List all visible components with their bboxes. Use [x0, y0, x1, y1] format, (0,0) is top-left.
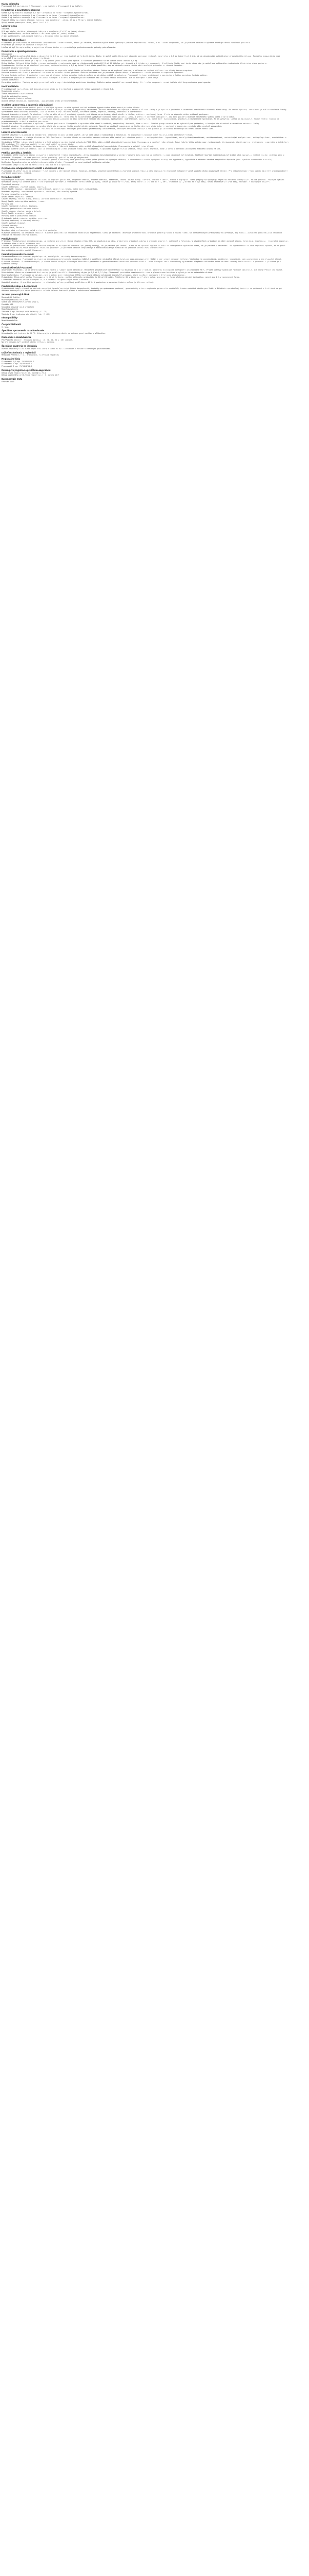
section-paragraph: Osobitné skupiny: U starších pacientov je eliminačný polčas predĺžený približne o 40 %. U pacientov s poruchou funkcie pečene je klírens znížený. — [2, 281, 154, 283]
section-paragraph: Precitlivenosť na liečivo, iné benzodiazepíny alebo na ktorúkoľvek z pomocných látok uvedených v časti 6.1. — [2, 88, 114, 90]
document-section — [2, 39, 290, 48]
section-paragraph: Predklinické údaje získané na základe obvyklých farmakologických štúdií bezpečnosti, toxicity po opakovanom podávaní, genotoxicity a karcinogénneho potenciálu neodhalili žiadne osobitné riziko pre ľudí. V štúdiách reprodukčnej toxicity na potkanoch a králikoch sa pri dávkach toxických pre matku pozorovala znížená telesná hmotnosť plodov a oneskorená osifikácia. — [2, 287, 284, 292]
section-heading: Kvalitatívne a kvantitatívne zloženie — [2, 9, 40, 12]
section-paragraph: Každá 0,5 mg tableta obsahuje 0,5 mg fluzepamilu vo forme fluzepamil-hydrochloridu. — [2, 11, 89, 14]
section-heading: Terapeutické indikácie — [2, 38, 26, 41]
section-paragraph: Hlásenie podozrení na nežiaduce reakcie: Hlásenie podozrení na nežiaduce reakcie po registrácii lieku je dôležité. Umožňuje priebežné monitorovanie pomeru prínosu a rizika lieku. Od zdravotníckych pracovníkov sa vyžaduje, aby hlásili akékoľvek podozrenia na nežiaduce reakcie na národné centrum hlásení. — [2, 231, 284, 236]
section-paragraph: Distribúcia: Väzba na plazmatické bielkoviny je približne 85 %. Distribučný objem je 0,9 až 1,2 l/kg. Fluzepamil prechádza hematoencefalickou a placentárnou bariérou a vylučuje sa do materského mlieka. — [2, 272, 213, 274]
section-heading: Dátum prvej registrácie/predĺženia registrácie — [2, 368, 51, 371]
section-paragraph: Poruchy gastrointestinálneho traktu — [2, 207, 39, 210]
section-paragraph: 0,5 mg: biela, okrúhla, bikonvexná tableta s označením „F 0,5“ na jednej strane. — [2, 30, 86, 32]
section-paragraph: Psychické poruchy — [2, 183, 20, 186]
section-paragraph: Povidón K30 — [2, 303, 13, 306]
section-paragraph: Každá 2 mg tableta obsahuje 2 mg fluzepamilu vo forme fluzepamil-hydrochloridu. — [2, 16, 85, 19]
section-paragraph: Dávkovanie — [2, 53, 12, 55]
section-paragraph: Časté: únava, asténia. — [2, 227, 25, 229]
section-paragraph: Veľmi časté: ospalosť, sedácia. — [2, 195, 35, 198]
section-paragraph: Ťažká porucha funkcie pečene. — [2, 97, 32, 100]
section-paragraph: Sodná soľ karboxymetylškrobu (typ A) — [2, 301, 40, 303]
section-paragraph: Menej časté: nepokoj, agitovanosť, podráždenosť, agresivita, bludy, nočné mory, halucinácie. — [2, 188, 98, 191]
section-paragraph: 3 roky. — [2, 326, 9, 328]
section-paragraph: Mikrokryštalická celulóza — [2, 298, 28, 301]
section-paragraph: Psychiatrické a paradoxné reakcie: Pri používaní benzodiazepínov sa môžu vyskytnúť reakcie ako nepokoj, agitovanosť, podráždenosť, agresivita, nočné mory, halucinácie, psychózy a neprimerané správanie. Ak sa vyskytnú, liečba sa má ukončiť. Výskyt týchto reakcií je pravdepodobnejší u detí a starších pacientov. — [2, 118, 280, 123]
section-paragraph: Akútna otrava alkoholom, hypnotikami, analgetikami alebo psychofarmakami. — [2, 100, 79, 103]
section-heading: Fertilita, gravidita a laktácia — [2, 151, 31, 154]
section-paragraph: Magnéziumstearát — [2, 308, 19, 311]
section-paragraph: Poruchy oka — [2, 202, 13, 205]
section-paragraph: Laktóza: Tento liek obsahuje laktózu. Pacienti so zriedkavými dedičnými problémami galaktózovej intolerancie, celkovým deficitom laktázy alebo glukózo-galaktózovou malabsorpciou nesmú užívať tento liek. — [2, 127, 214, 130]
section-paragraph: Február 2023 — [2, 380, 14, 383]
section-paragraph: Mechanizmus účinku: Fluzepamil sa viaže na benzodiazepínové miesto receptora GABA-A a zosilňuje inhibičný účinok kyseliny gama-aminomaslovej (GABA) v centrálnej nervovej sústave. Výsledkom je anxiolytický, sedatívny, hypnotický, antikonvulzívny a myorelaxačný účinok. — [2, 258, 283, 261]
section-paragraph: Fluzepamil 0,5 mg tablety / Fluzepamil 1 mg tablety / Fluzepamil 2 mg tablety — [2, 5, 83, 8]
section-paragraph: Eliminácia: Eliminačný polčas fluzepamilu je 10 až 14 hodín, polčas aktívneho metabolitu je 18 až 24 hodín. Približne 80 % dávky sa vylučuje močom, prevažne vo forme glukuronidových konjugátov, menej ako 1 % v nezmenenej forme. — [2, 276, 241, 279]
section-paragraph: Časté: zmätenosť, znížené libido, depresia. — [2, 185, 47, 188]
section-paragraph: Fluzepamil 1 mg: 70/0413/14-S — [2, 363, 32, 365]
document-section — [2, 316, 290, 321]
section-paragraph: Dátum posledného predĺženia registrácie: 3. apríla 2019 — [2, 374, 60, 377]
section-paragraph: Nespavosť: Odporúčaná dávka je 1 mg až 2 mg podaná jednorazovo pred spaním. U starších pacientov sa má liečba začať dávkou 0,5 mg. — [2, 59, 139, 62]
section-paragraph: Amnézia: Benzodiazepíny môžu vyvolať anterográdnu amnéziu. Tento stav sa najčastejšie vyskytuje niekoľko hodín po užití lieku, a preto je potrebné zabezpečiť, aby mali pacienti možnosť nerušeného spánku počas 7 až 8 hodín. — [2, 115, 235, 118]
section-paragraph: Gravidita: Veľké množstvo údajov získaných z kohortových štúdií nepreukázalo, že by expozícia benzodiazepínom v prvom trimestri bola spojená so zvýšeným rizikom závažných malformácií. Niektoré skoršie epidemiologické štúdie však naznačili zvýšené riziko rázštepu pery a podnebia. Fluzepamil sa nemá používať počas gravidity, pokiaľ to nie je nevyhnutné. — [2, 154, 286, 159]
section-heading: Držiteľ rozhodnutia o registrácii — [2, 351, 36, 354]
section-paragraph: Dojčenie: Benzodiazepíny sa vylučujú do materského mlieka. Fluzepamil sa nemá podávať dojčiacim matkám. — [2, 161, 110, 163]
document-section — [2, 151, 290, 166]
section-heading: Zoznam pomocných látok — [2, 293, 29, 296]
section-paragraph: Monohydrát laktózy — [2, 296, 21, 298]
section-paragraph: Syndróm spánkového apnoe. — [2, 95, 28, 97]
section-heading: Farmakodynamické vlastnosti — [2, 252, 34, 256]
document-section — [2, 336, 290, 344]
section-paragraph: Závislosť: Používanie benzodiazepínov môže viesť k rozvoju fyzickej a psychickej závislosti. Riziko závislosti sa zvyšuje s dávkou a dĺžkou liečby a je vyššie u pacientov s anamnézou zneužívania alkoholu alebo drog. Po vzniku fyzickej závislosti je náhle ukončenie liečby sprevádzané abstinenčnými príznakmi, ako sú bolesti hlavy, bolesti svalov, extrémna úzkosť, napätie, nepokoj, zmätenosť a podráždenosť. — [2, 109, 288, 113]
document-section — [2, 85, 290, 102]
document-section — [2, 293, 290, 315]
document-section — [2, 25, 290, 37]
section-heading: Registračné čísla — [2, 358, 21, 360]
section-paragraph: Dátum prvej registrácie: 12. novembra 2014 — [2, 371, 46, 374]
section-paragraph: Príznaky: Predávkovanie benzodiazepínmi sa zvyčajne prejavuje rôznym stupňom útlmu CNS, od ospalosti po kómu. V miernych prípadoch zahŕňajú príznaky ospalosť, zmätenosť a letargiu. V závažnejších prípadoch sa môže objaviť ataxia, hypotónia, hypotenzia, respiračná depresia, zriedkavo kóma a veľmi zriedkavo smrť. — [2, 240, 290, 245]
section-paragraph: Časté: rozmazané videnie, diplopia. — [2, 205, 39, 208]
section-paragraph: Medivita Pharma s.r.o., Bratislava, Slovenská republika — [2, 354, 60, 357]
section-heading: Farmakokinetické vlastnosti — [2, 266, 32, 269]
section-paragraph: Fluzepamil je indikovaný na krátkodobú symptomatickú liečbu úzkosti, ktorá je závažná, invalidizujúca alebo vystavuje jedinca neprimeranej záťaži, a na liečbu nespavosti, ak je porucha závažná a výrazne zhoršuje dennú funkčnosť pacienta. — [2, 41, 251, 44]
document-section — [2, 167, 290, 174]
section-paragraph: Porucha funkcie pečene: U pacientov s miernou až stredne ťažkou poruchou funkcie pečene sa má dávka znížiť na polovicu. Fluzepamil je kontraindikovaný u pacientov s ťažkou poruchou funkcie pečene. — [2, 74, 208, 77]
section-heading: Nežiaduce účinky — [2, 175, 21, 178]
document-section — [2, 238, 290, 251]
section-heading: Dátum revízie textu — [2, 378, 23, 381]
document-section — [2, 378, 290, 383]
section-heading: Inkompatibility — [2, 316, 18, 319]
section-paragraph: Poruchy kostrovej a svalovej sústavy — [2, 219, 40, 222]
section-paragraph: Kombinácia s látkami s tlmivým účinkom na CNS: Zosilnenie tlmivého účinku na centrálnu nervovú sústavu môže nastať pri súbežnom použití s antipsychotikami, hypnotikami, anxiolytikami/sedatívami, antidepresívami, narkotickými analgetikami, antiepileptikami, anestetikami a sedatívnymi antihistaminikami. — [2, 136, 288, 141]
section-paragraph: PVC/PVDC/Al blister. Veľkosti balenia: 10, 20, 30, 50 a 100 tabliet. — [2, 338, 73, 341]
section-heading: Špeciálne upozornenia na uchovávanie — [2, 329, 44, 332]
section-paragraph: Neaplikovateľné. — [2, 319, 19, 322]
section-paragraph: Klinická účinnosť: V randomizovaných, placebom kontrolovaných klinických štúdiách u pacientov s generalizovanou úzkostnou poruchou viedla liečba fluzepamilom k štatisticky významnému zlepšeniu celkového skóre na Hamiltonovej škále úzkosti v porovnaní s placebom po 4 týždňoch liečby. — [2, 260, 283, 265]
section-heading: Osobitné upozornenia a opatrenia pri používaní — [2, 103, 53, 106]
section-heading: Názov prípravku — [2, 2, 20, 5]
section-paragraph: Tableta 1 mg: červený oxid železitý (E 172) — [2, 311, 47, 313]
document-section — [2, 253, 290, 265]
section-paragraph: Celkové poruchy — [2, 224, 18, 227]
section-paragraph: Liečba: Po predávkovaní perorálnymi benzodiazepínmi sa má vyvolať vracanie (do jednej hodiny), ak je pacient pri vedomí, alebo sa má vykonať výplach žalúdka so zabezpečením dýchacích ciest, ak je pacient v bezvedomí. Ak vyprázdnenie žalúdka neprináša výhodu, má sa podať aktívne uhlie na zníženie absorpcie. Osobitnú pozornosť je potrebné venovať respiračným a kardiovaskulárnym funkciám na jednotke intenzívnej starostlivosti. — [2, 245, 287, 249]
section-paragraph: Rebound insomnia a úzkosť: Po ukončení liečby sa môže objaviť prechodný syndróm, pri ktorom sa príznaky, ktoré viedli k liečbe, vrátia v zosilnenej forme. Preto sa odporúča dávku znižovať postupne. — [2, 113, 209, 116]
section-paragraph: Induktory CYP3A4: Rifampicín, karbamazepín, fenytoín a ľubovník bodkovaný môžu znížiť plazmatické koncentrácie fluzepamilu a oslabiť jeho účinok. — [2, 145, 154, 148]
section-paragraph: Pediatrická populácia: Bezpečnosť a účinnosť fluzepamilu u detí a dospievajúcich mladších ako 18 rokov neboli stanovené. Nie sú dostupné žiadne údaje. — [2, 76, 160, 79]
section-paragraph: Fertilita: Údaje o vplyve na fertilitu u ľudí nie sú k dispozícii. — [2, 163, 71, 166]
section-paragraph: Fluzepamil 0,5 mg: 70/0412/14-S — [2, 360, 35, 363]
section-paragraph: Osobitné skupiny: Benzodiazepíny sa neodporúčajú ako primárna liečba psychotických ochorení. Nemajú sa používať samostatne na liečbu depresie alebo úzkosti spojenej s depresiou, pretože môžu vyvolať samovraždu. — [2, 125, 222, 127]
section-paragraph: Tableta. — [2, 28, 10, 30]
section-paragraph: Úzkosť: Zvyčajná počiatočná dávka u dospelých je 0,5 mg až 1 mg dvakrát až trikrát denne. Dávku je možné podľa klinickej odpovede postupne zvyšovať, spravidla o 0,5 mg každé 3 až 4 dni, až do dosiahnutia optimálneho terapeutického účinku. Maximálna denná dávka nemá prekročiť 6 mg rozdelených do viacerých dávok. — [2, 55, 282, 60]
section-paragraph: Úplný zoznam pomocných látok, pozri časť 6.1. — [2, 21, 49, 24]
section-paragraph: Na trh nemusia byť uvedené všetky veľkosti balenia. — [2, 341, 56, 344]
document-section — [2, 50, 290, 84]
section-paragraph: Ťažká respiračná insuficiencia. — [2, 93, 35, 95]
document-section — [2, 358, 290, 367]
section-paragraph: Fluzepamil 2 mg: 70/0414/14-S — [2, 365, 32, 368]
document-section — [2, 329, 290, 334]
section-paragraph: Súbežné užívanie s alkoholom sa neodporúča. Sedatívny účinok sa môže zvýšiť, ak sa liek užíva v kombinácii s alkoholom, čo ovplyvňuje schopnosť viesť vozidlá alebo obsluhovať stroje. — [2, 134, 193, 137]
document-section — [2, 345, 290, 350]
section-heading: Lieková forma — [2, 25, 17, 28]
section-paragraph: Uchovávajte pri teplote do 25 °C. Uchovávajte v pôvodnom obale na ochranu pred svetlom a vlhkosťou. — [2, 332, 106, 335]
section-heading: Predklinické údaje o bezpečnosti — [2, 284, 38, 287]
section-heading: Čas použiteľnosti — [2, 323, 21, 326]
section-paragraph: Tolerancia: Po opakovanom použití počas niekoľkých týždňov sa môže vyvinúť určité zníženie hypnotického alebo anxiolytického účinku. — [2, 106, 141, 109]
document-section — [2, 285, 290, 292]
section-paragraph: Vysadzovanie: Liečba sa má ukončovať postupne, znižovaním dávky o 0,5 mg každé 3 dni alebo pomalšie, aby sa minimalizovalo riziko abstinenčných príznakov a rebound fenoménu. — [2, 64, 184, 67]
section-paragraph: 2 mg: svetlomodrá, podlhovastá tableta s deliacou ryhou na oboch stranách. — [2, 35, 80, 38]
section-paragraph: Osobitné skupiny pacientov — [2, 67, 29, 70]
section-paragraph: Poruchy nervového systému — [2, 193, 28, 195]
section-paragraph: Časté: nauzea, zápcha, sucho v ústach. — [2, 210, 42, 212]
section-heading: Druh obalu a obsah balenia — [2, 335, 31, 338]
section-heading: Liekové a iné interakcie — [2, 131, 27, 134]
section-paragraph: Ako antidotum sa môže použiť flumazenil. — [2, 249, 44, 251]
section-paragraph: Perorálne použitie. Tablety sa majú prehltnúť celé a zapiť dostatočným množstvom tekutiny. Tabletu možno rozdeliť na rovnaké dávky. Pri liečbe nespavosti sa má tableta užiť bezprostredne pred spaním. — [2, 81, 211, 84]
section-paragraph: Časté: svalová slabosť. — [2, 222, 26, 225]
document-section — [2, 104, 290, 130]
section-paragraph: Absorpcia: Fluzepamil sa po perorálnom podaní rýchlo a takmer úplne absorbuje. Maximálne plazmatické koncentrácie sa dosahujú za 1 až 2 hodiny. Absolútna biologická dostupnosť je približne 90 %. Príjem potravy spomaľuje rýchlosť absorpcie, ale neovplyvňuje jej rozsah. — [2, 269, 284, 272]
section-paragraph: Ak sa z vážnych zdravotných dôvodov fluzepamil podáva v neskorej fáze gravidity alebo počas pôrodu vo vysokých dávkach, u novorodenca sa môžu vyskytnúť účinky ako hypotermia, hypotónia a stredne závažná respiračná depresia (tzv. syndróm ochabnutého dieťaťa). — [2, 159, 273, 161]
section-paragraph: Fluzepamil má veľký vplyv na schopnosť viesť vozidlá a obsluhovať stroje. Sedácia, amnézia, znížená koncentrácia a zhoršená svalová funkcia môžu nepriaznivo ovplyvniť schopnosť viesť vozidlá alebo obsluhovať stroje. Pri nedostatočnom trvaní spánku môže byť pravdepodobnosť zhoršenej pozornosti zvýšená. — [2, 170, 289, 175]
section-paragraph: Neznáme: pády a zlomeniny, najmä u starších pacientov. — [2, 229, 59, 232]
section-paragraph: Najčastejšie hlásenými nežiaducimi účinkami sú ospalosť počas dňa, otupenosť emócií, znížená bdelosť, zmätenosť, únava, bolesť hlavy, závraty, svalová slabosť, ataxia a diplopia. Tieto prejavy sa vyskytujú najmä na začiatku liečby a pri ďalšom podávaní zvyčajne vymiznú. — [2, 178, 286, 181]
document-section — [2, 323, 290, 328]
section-paragraph: Prípravok je určený na použitie u dospelých. — [2, 44, 48, 46]
section-paragraph: Myasthenia gravis. — [2, 90, 21, 93]
section-paragraph: Porucha funkcie obličiek: U pacientov s miernou až stredne ťažkou poruchou funkcie obličiek nie je potrebná úprava dávky. U pacientov s ťažkou poruchou sa odporúča opatrnosť. — [2, 72, 185, 74]
section-paragraph: Inhibítory CYP3A4: Látky, ktoré inhibujú určité pečeňové enzýmy (najmä cytochróm P450 3A4), môžu zvýšiť plazmatické koncentrácie fluzepamilu a zosilniť jeho účinok. Medzi takéto látky patria napr. ketokonazol, itrakonazol, klaritromycín, erytromycín, cimetidín a inhibítory HIV proteázy. Pri súbežnom použití je potrebné zvážiť zníženie dávky. — [2, 141, 290, 145]
document-section — [2, 351, 290, 357]
section-paragraph: Zriedkavé: kožné reakcie, vyrážka, pruritus. — [2, 217, 48, 219]
section-heading: Dávkovanie a spôsob podávania — [2, 49, 37, 53]
section-paragraph: Koloidný bezvodý oxid kremičitý — [2, 306, 35, 308]
section-paragraph: Spôsob podávania — [2, 79, 19, 81]
section-paragraph: Biotransformácia: Fluzepamil sa metabolizuje v pečeni prostredníctvom CYP3A4 na hlavný aktívny metabolit desmetylfluzepamil, ktorý sa ďalej konjuguje s kyselinou glukurónovou. — [2, 274, 186, 276]
document-section — [2, 131, 290, 150]
section-paragraph: Neznáme: psychózy, neprimerané správanie, závislosť, abstinenčný syndróm. — [2, 191, 79, 193]
section-heading: Ovplyvnenie schopnosti viesť vozidlá a obsluhovať stroje — [2, 167, 64, 170]
section-paragraph: Poruchy kože a podkožného tkaniva — [2, 215, 37, 217]
section-paragraph: Pomocné látky so známym účinkom: laktóza (ako monohydrát) 48 mg, 47 mg a 95 mg v jednej tablete. — [2, 19, 102, 21]
document-section — [2, 176, 290, 236]
section-paragraph: Riziko pri súbežnom používaní s opioidmi: Súbežné používanie fluzepamilu a opioidov môže viesť k sedácii, respiračnej depresii, kóme a smrti. Súbežné predpisovanie sa má vyhradiť pre pacientov, u ktorých nie sú možné alternatívne možnosti liečby. — [2, 123, 261, 125]
document-section — [2, 9, 290, 24]
document-section — [2, 369, 290, 377]
section-paragraph: Farmakoterapeutická skupina: psycholeptiká, anxiolytiká, deriváty benzodiazepínu. — [2, 256, 87, 258]
document-body — [2, 1, 290, 383]
section-paragraph: Opioidy: Súbežné použitie sedatív, ako sú benzodiazepíny alebo príbuzné lieky ako fluzepamil, s opioidmi zvyšuje riziko sedácie, respiračnej depresie, kómy a smrti v dôsledku aditívneho tlmivého účinku na CNS. — [2, 148, 221, 150]
document-section — [2, 3, 290, 8]
section-paragraph: Časté: závraty, bolesť hlavy, ataxia, porucha koordinácie, dysartria. — [2, 198, 74, 200]
section-paragraph: Menej časté: anterográdna amnézia, tremor. — [2, 200, 46, 202]
section-paragraph: Tableta 2 mg: indigokarmín hlinitý lak (E 132) — [2, 313, 50, 315]
section-paragraph: Starší pacienti: U starších a oslabených pacientov sa odporúča začať liečbu polovičnou dávkou. Dávka sa má zvyšovať opatrne, s ohľadom na zvýšenú citlivosť na účinky benzodiazepínov. — [2, 69, 193, 72]
section-heading: Špeciálne opatrenia na likvidáciu — [2, 345, 38, 348]
section-heading: Predávkovanie — [2, 237, 18, 240]
section-paragraph: Menej časté: vracanie, hnačka. — [2, 212, 33, 215]
section-paragraph: 1 mg: svetloružová, okrúhla tableta s deliacou ryhou na jednej strane. — [2, 32, 75, 35]
section-paragraph: Dĺžka liečby: Celková dĺžka liečby vrátane postupného vysadzovania nemá vo všeobecnosti prekročiť 8 až 12 týždňov pri úzkosti a 4 týždne pri nespavosti. Predĺženie liečby nad tento rámec nie je možné bez opätovného zhodnotenia klinického stavu pacienta. — [2, 62, 268, 64]
section-paragraph: Nežiaduce účinky sú uvedené podľa tried orgánových systémov a frekvencie: veľmi časté (≥ 1/10), časté (≥ 1/100 až < 1/10), menej časté (≥ 1/1 000 až < 1/100), zriedkavé (≥ 1/10 000 až < 1/1 000), veľmi zriedkavé (< 1/10 000), neznáme (z dostupných údajov). — [2, 181, 271, 183]
section-paragraph: Všetok nepoužitý liek alebo odpad vzniknutý z lieku sa má zlikvidovať v súlade s národnými požiadavkami. — [2, 347, 111, 350]
section-heading: Kontraindikácie — [2, 84, 19, 88]
section-paragraph: Každá 1 mg tableta obsahuje 1 mg fluzepamilu vo forme fluzepamil-hydrochloridu. — [2, 14, 85, 16]
section-paragraph: Linearita: Farmakokinetika fluzepamilu je v rozmedzí terapeutických dávok lineárna. — [2, 279, 89, 281]
document-section — [2, 266, 290, 283]
section-paragraph: Liečba má byť čo najkratšia, s najnižšou účinnou dávkou a s pravidelným prehodnocovaním potreby pokračovania. — [2, 46, 116, 49]
